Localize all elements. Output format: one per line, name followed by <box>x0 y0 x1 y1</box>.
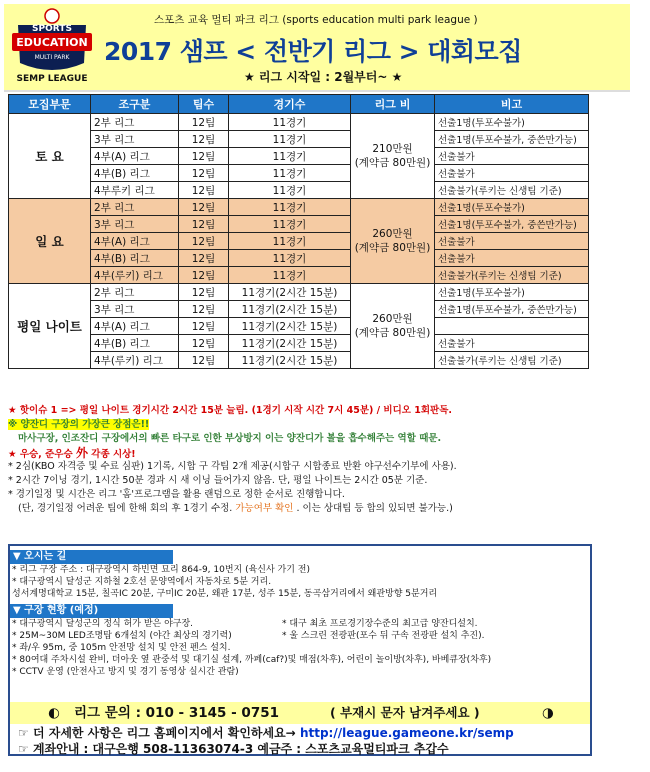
table-row <box>9 131 589 148</box>
contact-bar <box>10 702 590 724</box>
turf-advantage-desc: 마사구장, 인조잔디 구장에서의 빠른 타구로 인한 부상방지 이는 양잔디가 볼을 흡수해주는 역할 때문. <box>18 433 442 444</box>
contact-phone: 리그 문의 : 010 - 3145 - 0751 <box>74 705 279 721</box>
games-cell: 11경기 <box>229 182 351 199</box>
directions-line: * 리그 구장 주소 : 대구광역시 하빈면 묘리 864-9, 10번지 (육신사 가기 전) <box>12 565 311 575</box>
rule-line: * 2심(KBO 자격증 및 수료 심판) 1기록, 시합 구 각팀 2개 제공(시합구 시합종료 반환 야구선수기부에 사용). <box>8 461 457 472</box>
division-cell: 4부(B) 리그 <box>91 165 179 182</box>
prize-text-c: 각종 시상! <box>91 449 136 460</box>
remark-cell: 선출1명(투포수불가) <box>435 199 589 216</box>
group-weekday-night: 평일 나이트 <box>9 284 91 369</box>
remark-cell: 선출1명(투포수불가, 중쓴만가능) <box>435 301 589 318</box>
turf-advantage-title: ※ 양잔디 구장의 가장큰 장점은!! <box>8 419 150 430</box>
hot-issue-notice: ★ 핫이슈 1 => 평일 나이트 경기시간 2시간 15분 늘림. (1경기 시작 시간 7시 45분) / 비디오 1회판독. <box>8 405 453 416</box>
remark-cell: 선출불가(루키는 신생팀 기준) <box>435 267 589 284</box>
division-cell: 3부 리그 <box>91 301 179 318</box>
division-cell: 2부 리그 <box>91 284 179 301</box>
prize-notice <box>8 446 608 460</box>
info-box <box>8 544 592 756</box>
header-fee: 리그 비 <box>351 95 435 114</box>
remark-cell: 선출1명(투포수불가) <box>435 114 589 131</box>
exception-text-a: (단, 경기일정 어려운 팀에 한해 회의 후 1경기 수정. <box>18 503 233 514</box>
homepage-text: 더 자세한 사항은 리그 홈페이지에서 확인하세요→ <box>32 726 296 740</box>
poster <box>4 4 630 766</box>
teams-cell: 12팀 <box>179 335 229 352</box>
fee-amount: 260만원 <box>372 228 413 240</box>
table-row <box>9 165 589 182</box>
table-row <box>9 114 589 131</box>
remark-cell: 선출1명(투포수불가, 중쓴만가능) <box>435 216 589 233</box>
facility-right <box>280 618 586 642</box>
directions-line: * 대구광역시 달성군 지하철 2호선 문양역에서 자동차로 5분 거리. <box>12 577 272 587</box>
teams-cell: 12팀 <box>179 233 229 250</box>
facility-line: * 80여대 주차시설 완비, 더아웃 옆 관중석 및 대기실 설계, 까페(caf?)및 매점(차후), 어린이 놀이방(차후), 바베큐장(차후) <box>12 655 492 665</box>
header-banner <box>4 4 630 92</box>
contact-right-icon: ◑ <box>542 705 554 721</box>
logo-top-text: SPORTS <box>32 24 72 34</box>
facility-columns <box>10 618 590 654</box>
division-cell: 3부 리그 <box>91 216 179 233</box>
header-remarks: 비고 <box>435 95 589 114</box>
teams-cell: 12팀 <box>179 199 229 216</box>
facility-line: * 대구광역시 달성군의 정식 허가 받은 야구장. <box>12 619 194 629</box>
account-line <box>18 740 449 757</box>
division-cell: 3부 리그 <box>91 131 179 148</box>
games-cell: 11경기 <box>229 216 351 233</box>
games-cell: 11경기(2시간 15분) <box>229 284 351 301</box>
teams-cell: 12팀 <box>179 318 229 335</box>
facility-line: * 좌/우 95m, 중 105m 안전망 설치 및 안전 펜스 설치. <box>12 643 231 653</box>
contact-note: ( 부재시 문자 남겨주세요 ) <box>330 705 480 720</box>
table-row <box>9 199 589 216</box>
games-cell: 11경기 <box>229 199 351 216</box>
exception-text-c: . 이는 상대팀 등 합의 있되면 불가능.) <box>296 503 453 514</box>
division-cell: 4부(루키) 리그 <box>91 267 179 284</box>
fee-weekday-night <box>351 284 435 369</box>
directions-title: ▼ 오시는 길 <box>10 550 173 564</box>
header-teams: 팀수 <box>179 95 229 114</box>
table-header-row <box>9 95 589 114</box>
teams-cell: 12팀 <box>179 216 229 233</box>
remark-cell: 선출불가 <box>435 250 589 267</box>
logo-caption: SEMP LEAGUE <box>16 74 88 84</box>
league-start-date: ★ 리그 시작일 : 2월부터~ ★ <box>244 70 403 84</box>
teams-cell: 12팀 <box>179 250 229 267</box>
table-row <box>9 216 589 233</box>
teams-cell: 12팀 <box>179 352 229 369</box>
division-cell: 4부(B) 리그 <box>91 250 179 267</box>
remark-cell: 선출불가(루키는 신생팀 기준) <box>435 182 589 199</box>
pointing-hand-icon: ☞ <box>18 726 29 740</box>
table-row <box>9 335 589 352</box>
fee-sunday <box>351 199 435 284</box>
group-saturday: 토 요 <box>9 114 91 199</box>
games-cell: 11경기(2시간 15분) <box>229 335 351 352</box>
games-cell: 11경기(2시간 15분) <box>229 301 351 318</box>
division-cell: 4부(A) 리그 <box>91 148 179 165</box>
remark-cell: 선출불가(루키는 신생팀 기준) <box>435 352 589 369</box>
fee-deposit: (계약금 80만원) <box>354 242 431 254</box>
games-cell: 11경기 <box>229 250 351 267</box>
teams-cell: 12팀 <box>179 165 229 182</box>
remark-cell: 선출불가 <box>435 233 589 250</box>
games-cell: 11경기 <box>229 233 351 250</box>
teams-cell: 12팀 <box>179 301 229 318</box>
fee-saturday <box>351 114 435 199</box>
page-title: 2017 샘프 < 전반기 리그 > 대회모집 <box>104 37 522 66</box>
games-cell: 11경기 <box>229 131 351 148</box>
logo-small-text: MULTI PARK <box>34 54 70 61</box>
table-row <box>9 267 589 284</box>
teams-cell: 12팀 <box>179 182 229 199</box>
division-cell: 4부(A) 리그 <box>91 318 179 335</box>
contact-left-icon: ◐ <box>48 705 60 721</box>
facility-line: * CCTV 운영 (안전사고 방지 및 경기 동영상 실시간 관람) <box>12 667 239 677</box>
remark-cell <box>435 318 589 335</box>
table-row <box>9 250 589 267</box>
table-row <box>9 148 589 165</box>
remark-cell: 선출불가 <box>435 148 589 165</box>
homepage-link[interactable]: http://league.gameone.kr/semp <box>299 726 514 740</box>
games-cell: 11경기 <box>229 114 351 131</box>
remark-cell: 선출1명(투포수불가) <box>435 284 589 301</box>
games-cell: 11경기 <box>229 267 351 284</box>
table-row <box>9 233 589 250</box>
fee-deposit: (계약금 80만원) <box>354 327 431 339</box>
prize-text-a: ★ 우승, 준우승 <box>8 449 73 460</box>
directions-line: 성서계명대학교 15분, 칠곡IC 20분, 구미IC 20분, 왜관 17분, 성주 15분, 동곡삼거리에서 왜관방향 5분거리 <box>12 589 438 599</box>
notices-section <box>8 404 608 516</box>
games-cell: 11경기(2시간 15분) <box>229 318 351 335</box>
header-category: 모집부문 <box>9 95 91 114</box>
facility-line: * 25M~30M LED조명탑 6개설치 (야간 최상의 경기력) <box>12 631 232 641</box>
group-sunday: 일 요 <box>9 199 91 284</box>
teams-cell: 12팀 <box>179 284 229 301</box>
facility-title: ▼ 구장 현황 (예정) <box>10 604 173 618</box>
remark-cell: 선출1명(투포수불가, 중쓴만가능) <box>435 131 589 148</box>
teams-cell: 12팀 <box>179 114 229 131</box>
rule-line: * 2시간 7이닝 경기, 1시간 50분 경과 시 새 이닝 들어가지 않음. 단, 평일 나이트는 2시간 05분 기준. <box>8 475 428 486</box>
facility-line: * 대구 최초 프로경기장수준의 최고급 양잔디설치. <box>282 619 478 629</box>
games-cell: 11경기(2시간 15분) <box>229 352 351 369</box>
account-text: 계좌안내 : 대구은행 508-11363074-3 예금주 : 스포츠교육멀티파크 추갑수 <box>32 742 449 756</box>
games-cell: 11경기 <box>229 165 351 182</box>
fee-amount: 210만원 <box>372 143 413 155</box>
header-division: 조구분 <box>91 95 179 114</box>
teams-cell: 12팀 <box>179 131 229 148</box>
fee-deposit: (계약금 80만원) <box>354 157 431 169</box>
facility-line: * 울 스크린 전광판(포수 뒤 구속 전광판 설치 추진). <box>282 631 485 641</box>
remark-cell: 선출불가 <box>435 335 589 352</box>
schedule-exception-line <box>8 502 608 516</box>
division-cell: 2부 리그 <box>91 114 179 131</box>
pointing-hand-icon: ☞ <box>18 742 29 756</box>
prize-text-b: 外 <box>75 446 88 460</box>
header-games: 경기수 <box>229 95 351 114</box>
remark-cell: 선출불가 <box>435 165 589 182</box>
table-row <box>9 284 589 301</box>
table-row <box>9 318 589 335</box>
homepage-line <box>18 724 514 741</box>
games-cell: 11경기 <box>229 148 351 165</box>
facility-left <box>10 618 278 654</box>
exception-text-b: 가능여부 확인 <box>235 503 294 514</box>
teams-cell: 12팀 <box>179 148 229 165</box>
recruitment-table <box>8 94 589 369</box>
logo-mid-text: EDUCATION <box>16 36 88 49</box>
division-cell: 4부루키 리그 <box>91 182 179 199</box>
fee-amount: 260만원 <box>372 313 413 325</box>
table-row <box>9 301 589 318</box>
table-row <box>9 352 589 369</box>
teams-cell: 12팀 <box>179 267 229 284</box>
table-row <box>9 182 589 199</box>
rule-line: * 경기일정 및 시간은 리그 '홈'프로그램을 활용 랜덤으로 정한 순서로 진행합니다. <box>8 489 345 500</box>
division-cell: 4부(A) 리그 <box>91 233 179 250</box>
division-cell: 4부(B) 리그 <box>91 335 179 352</box>
division-cell: 4부(루키) 리그 <box>91 352 179 369</box>
division-cell: 2부 리그 <box>91 199 179 216</box>
league-subtitle: 스포츠 교육 멀티 파크 리그 (sports education multi park league ) <box>154 14 478 26</box>
